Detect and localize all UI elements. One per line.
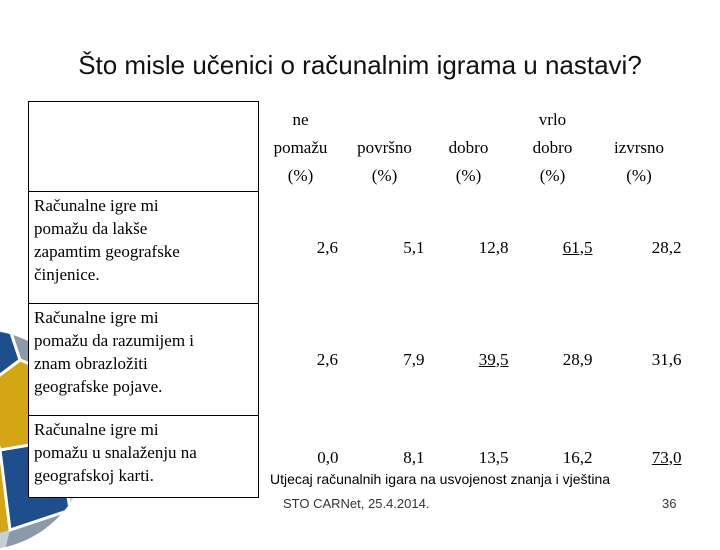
table-cell: 13,5 [478,447,509,467]
label-line: Računalne igre mi [34,420,159,439]
table-header-row [29,102,684,192]
table-cell: 28,9 [562,349,593,369]
column-header-ne-pomazu [259,102,343,192]
column-header-dobro [427,102,511,192]
survey-results-table [28,101,684,498]
table-cell: 12,8 [478,237,509,257]
column-header-vrlo-dobro [511,102,595,192]
header-line: (%) [455,165,482,185]
empty-corner-cell [29,102,259,192]
header-line: dobro [448,137,489,157]
column-header-izvrsno [595,102,684,192]
label-line: zapamtim geografske [34,242,180,261]
row-label-zapamtim [29,192,259,304]
column-header-povrsno [343,102,427,192]
table-row [29,304,684,416]
label-line: pomažu u snalaženju na [34,443,197,462]
label-line: činjenice. [34,265,100,284]
header-line: (%) [287,165,314,185]
label-line: geografskoj karti. [34,466,154,485]
footer-event-date: STO CARNet, 25.4.2014. [283,496,430,511]
label-line: geografske pojave. [34,377,163,396]
header-line: vrlo [538,109,567,129]
table-cell: 5,1 [403,237,425,257]
label-line: pomažu da lakše [34,219,148,238]
label-line: znam obrazložiti [34,354,148,373]
table-cell: 31,6 [651,349,682,369]
table-cell: 28,2 [651,237,682,257]
header-line: dobro [532,137,573,157]
header-line: površno [357,137,412,157]
header-line: (%) [539,165,566,185]
header-line: (%) [371,165,398,185]
header-line: pomažu [273,137,328,157]
slide-title: Što misle učenici o računalnim igrama u nastavi? [78,50,642,80]
row-label-razumijem [29,304,259,416]
table-cell-highlight: 61,5 [562,237,593,257]
table-cell: 8,1 [403,447,425,467]
table-cell-highlight: 39,5 [478,349,509,369]
header-line: (%) [626,165,652,185]
row-label-karta [29,416,259,498]
table-caption: Utjecaj računalnih igara na usvojenost znanja i vještina [270,471,611,487]
slide-number: 36 [662,496,677,511]
label-line: Računalne igre mi [34,196,159,215]
label-line: Računalne igre mi [34,308,159,327]
table-cell: 16,2 [562,447,593,467]
header-line: izvrsno [613,137,665,157]
table-cell: 7,9 [403,349,425,369]
table-cell: 2,6 [316,349,338,369]
header-line: ne [292,109,309,129]
table-cell: 0,0 [317,447,339,467]
label-line: pomažu da razumijem i [34,331,195,350]
table-cell-highlight: 73,0 [651,447,682,467]
table-cell: 2,6 [316,237,338,257]
table-row [29,192,684,304]
